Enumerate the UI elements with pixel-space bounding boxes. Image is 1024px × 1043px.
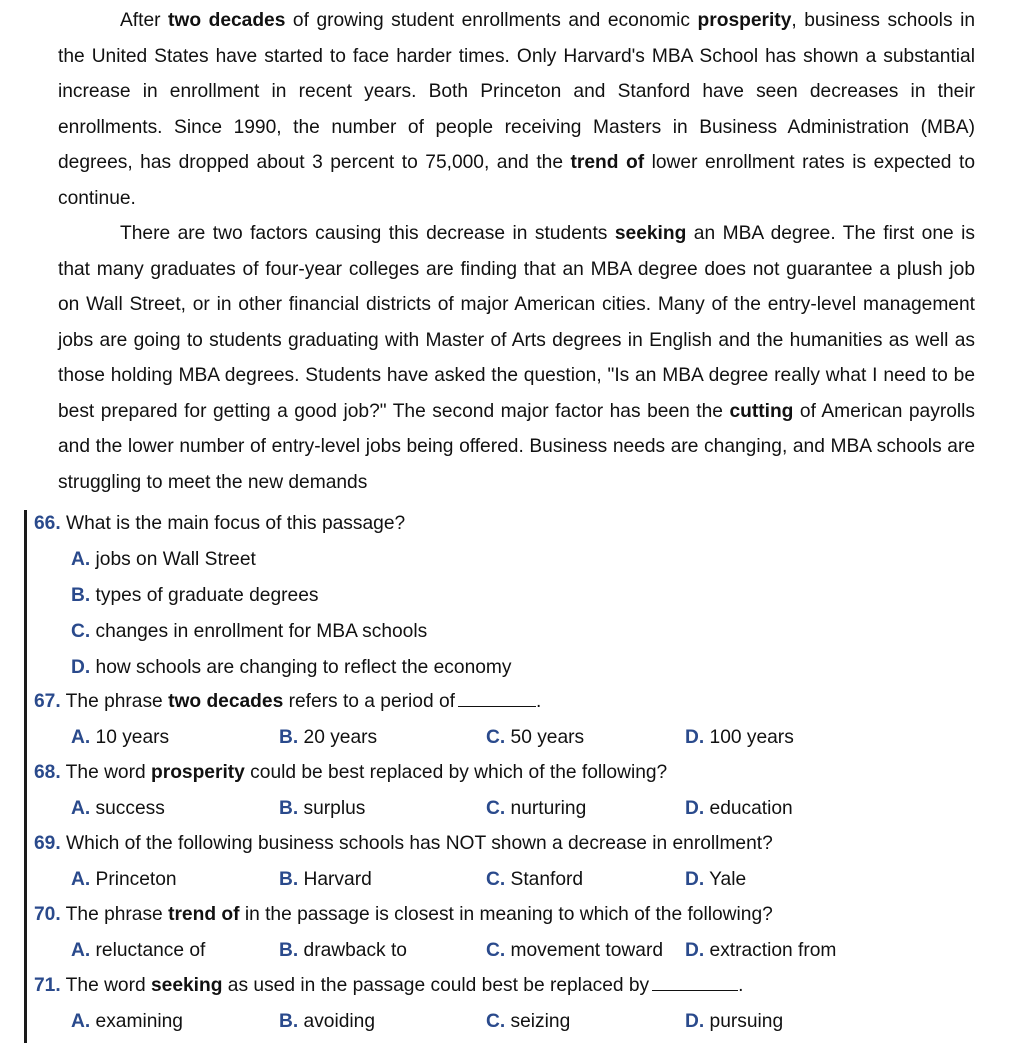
- question-stem: [34, 761, 667, 785]
- option-letter: A.: [71, 798, 91, 819]
- option-b[interactable]: [279, 868, 372, 892]
- option-letter: D.: [685, 940, 705, 961]
- question-number: 71.: [34, 975, 61, 996]
- option-text: 10 years: [90, 727, 170, 748]
- option-d[interactable]: [685, 939, 836, 963]
- option-text: Harvard: [298, 869, 372, 890]
- question-text: could be best replaced by which of the following?: [244, 762, 668, 783]
- option-text: Stanford: [505, 869, 584, 890]
- question-text: as used in the passage could best be replaced by: [222, 975, 650, 996]
- option-text: success: [90, 798, 165, 819]
- keyword-seeking: seeking: [614, 223, 687, 244]
- passage-text: After: [120, 10, 169, 31]
- passage-text: of growing student enrollments and economic: [285, 10, 698, 31]
- option-a[interactable]: [71, 726, 169, 750]
- option-text: drawback to: [298, 940, 407, 961]
- option-b[interactable]: [279, 726, 377, 750]
- option-a[interactable]: [71, 868, 177, 892]
- option-b[interactable]: [279, 1010, 375, 1034]
- option-c[interactable]: [486, 868, 583, 892]
- option-d[interactable]: [685, 726, 794, 750]
- question-stem: [34, 690, 541, 714]
- option-letter: B.: [279, 940, 299, 961]
- option-letter: C.: [486, 869, 506, 890]
- keyword-trend-of: trend of: [570, 152, 645, 173]
- option-letter: B.: [279, 1011, 299, 1032]
- left-margin-rule: [24, 510, 27, 1043]
- option-letter: A.: [71, 940, 91, 961]
- answer-blank: [458, 690, 536, 707]
- keyword-cutting: cutting: [729, 400, 794, 422]
- option-letter: A.: [71, 727, 91, 748]
- question-70: [34, 903, 994, 967]
- option-letter: A.: [71, 1011, 91, 1032]
- passage-paragraph-1: [58, 3, 975, 216]
- question-stem: [34, 974, 744, 998]
- option-text: examining: [90, 1011, 183, 1032]
- option-text: extraction from: [704, 940, 837, 961]
- option-d[interactable]: [71, 656, 512, 680]
- option-a[interactable]: [71, 797, 165, 821]
- option-letter: C.: [486, 727, 506, 748]
- question-number: 69.: [34, 833, 61, 854]
- option-letter: B.: [279, 869, 299, 890]
- question-text: The word: [60, 762, 151, 783]
- option-text: education: [704, 798, 793, 819]
- passage-text: , business schools in the United States have started to face harder times. Only Harvard's MBA School has shown a substantial increase in enrollment in recent years. Both Princeton and Stanford have seen decreases in their enrollments. Since 1990, the number of people receiving Masters in Business Administration (MBA) degrees, has dropped about 3 percent to 75,000, and the: [58, 10, 975, 173]
- option-letter: C.: [486, 940, 506, 961]
- option-letter: B.: [71, 585, 91, 606]
- option-letter: A.: [71, 549, 91, 570]
- option-text: surplus: [298, 798, 366, 819]
- question-67: [34, 690, 994, 754]
- question-keyword: two decades: [168, 691, 284, 712]
- question-keyword: trend of: [168, 904, 240, 925]
- question-text: The word: [60, 975, 151, 996]
- option-text: 50 years: [505, 727, 585, 748]
- option-c[interactable]: [486, 939, 663, 963]
- passage-paragraph-2: [58, 216, 975, 500]
- option-letter: D.: [685, 727, 705, 748]
- option-letter: A.: [71, 869, 91, 890]
- question-text: The phrase: [60, 904, 169, 925]
- question-71: [34, 974, 994, 1038]
- question-text: .: [535, 691, 542, 712]
- option-text: movement toward: [505, 940, 664, 961]
- option-letter: D.: [685, 798, 705, 819]
- passage-text: of American payrolls and the lower number of entry-level jobs being offered. Business needs are changing, and MBA schools are struggling to meet the new demands: [58, 400, 976, 493]
- question-number: 68.: [34, 762, 61, 783]
- option-letter: C.: [71, 621, 91, 642]
- option-c[interactable]: [486, 1010, 570, 1034]
- option-letter: B.: [279, 727, 299, 748]
- question-text: refers to a period of: [283, 691, 455, 712]
- keyword-two-decades: two decades: [168, 10, 286, 31]
- option-d[interactable]: [685, 1010, 783, 1034]
- passage-text: lower enrollment rates is expected to continue.: [58, 152, 975, 209]
- option-a[interactable]: [71, 939, 205, 963]
- passage-text: an MBA degree. The first one is that many graduates of four-year colleges are finding that an MBA degree does not guarantee a plush job on Wall Street, or in other financial districts of major American cities. Many of the entry-level management jobs are going to students graduating with Master of Arts degrees in English and the humanities as well as those holding MBA degrees. Students have asked the question, "Is an MBA degree really what I need to be best prepared for getting a good job?" The second major factor has been the: [58, 223, 975, 422]
- question-text: in the passage is closest in meaning to which of the following?: [239, 904, 773, 925]
- option-c[interactable]: [486, 726, 584, 750]
- question-69: [34, 832, 994, 896]
- answer-blank: [652, 974, 738, 991]
- question-keyword: prosperity: [151, 762, 245, 783]
- option-text: seizing: [505, 1011, 571, 1032]
- option-b[interactable]: [71, 584, 318, 608]
- passage-text: There are two factors causing this decrease in students: [120, 223, 615, 244]
- option-letter: D.: [71, 657, 91, 678]
- option-text: pursuing: [704, 1011, 784, 1032]
- question-number: 70.: [34, 904, 61, 925]
- option-text: 100 years: [704, 727, 794, 748]
- question-keyword: seeking: [151, 975, 223, 996]
- option-text: Yale: [704, 869, 747, 890]
- option-text: avoiding: [298, 1011, 375, 1032]
- keyword-prosperity: prosperity: [697, 10, 792, 31]
- question-number: 66.: [34, 513, 61, 534]
- question-66: [34, 512, 994, 684]
- question-number: 67.: [34, 691, 61, 712]
- question-stem: [34, 903, 773, 927]
- option-b[interactable]: [279, 797, 365, 821]
- option-letter: C.: [486, 798, 506, 819]
- option-c[interactable]: [486, 797, 586, 821]
- option-text: 20 years: [298, 727, 378, 748]
- question-text: Which of the following business schools has NOT shown a decrease in enrollment?: [60, 833, 773, 854]
- option-letter: C.: [486, 1011, 506, 1032]
- option-text: Princeton: [90, 869, 177, 890]
- option-text: jobs on Wall Street: [90, 549, 256, 570]
- question-68: [34, 761, 994, 825]
- option-a[interactable]: [71, 548, 256, 572]
- question-text: The phrase: [60, 691, 169, 712]
- option-letter: D.: [685, 1011, 705, 1032]
- question-stem: [34, 512, 405, 536]
- option-text: reluctance of: [90, 940, 206, 961]
- option-a[interactable]: [71, 1010, 183, 1034]
- option-text: types of graduate degrees: [90, 585, 319, 606]
- question-stem: [34, 832, 773, 856]
- option-d[interactable]: [685, 868, 746, 892]
- option-text: how schools are changing to reflect the economy: [90, 657, 512, 678]
- option-letter: B.: [279, 798, 299, 819]
- reading-passage: [58, 3, 975, 500]
- option-text: changes in enrollment for MBA schools: [90, 621, 428, 642]
- option-text: nurturing: [505, 798, 587, 819]
- option-b[interactable]: [279, 939, 407, 963]
- question-text: .: [738, 975, 744, 996]
- option-d[interactable]: [685, 797, 793, 821]
- option-c[interactable]: [71, 620, 427, 644]
- question-text: What is the main focus of this passage?: [60, 513, 406, 534]
- option-letter: D.: [685, 869, 705, 890]
